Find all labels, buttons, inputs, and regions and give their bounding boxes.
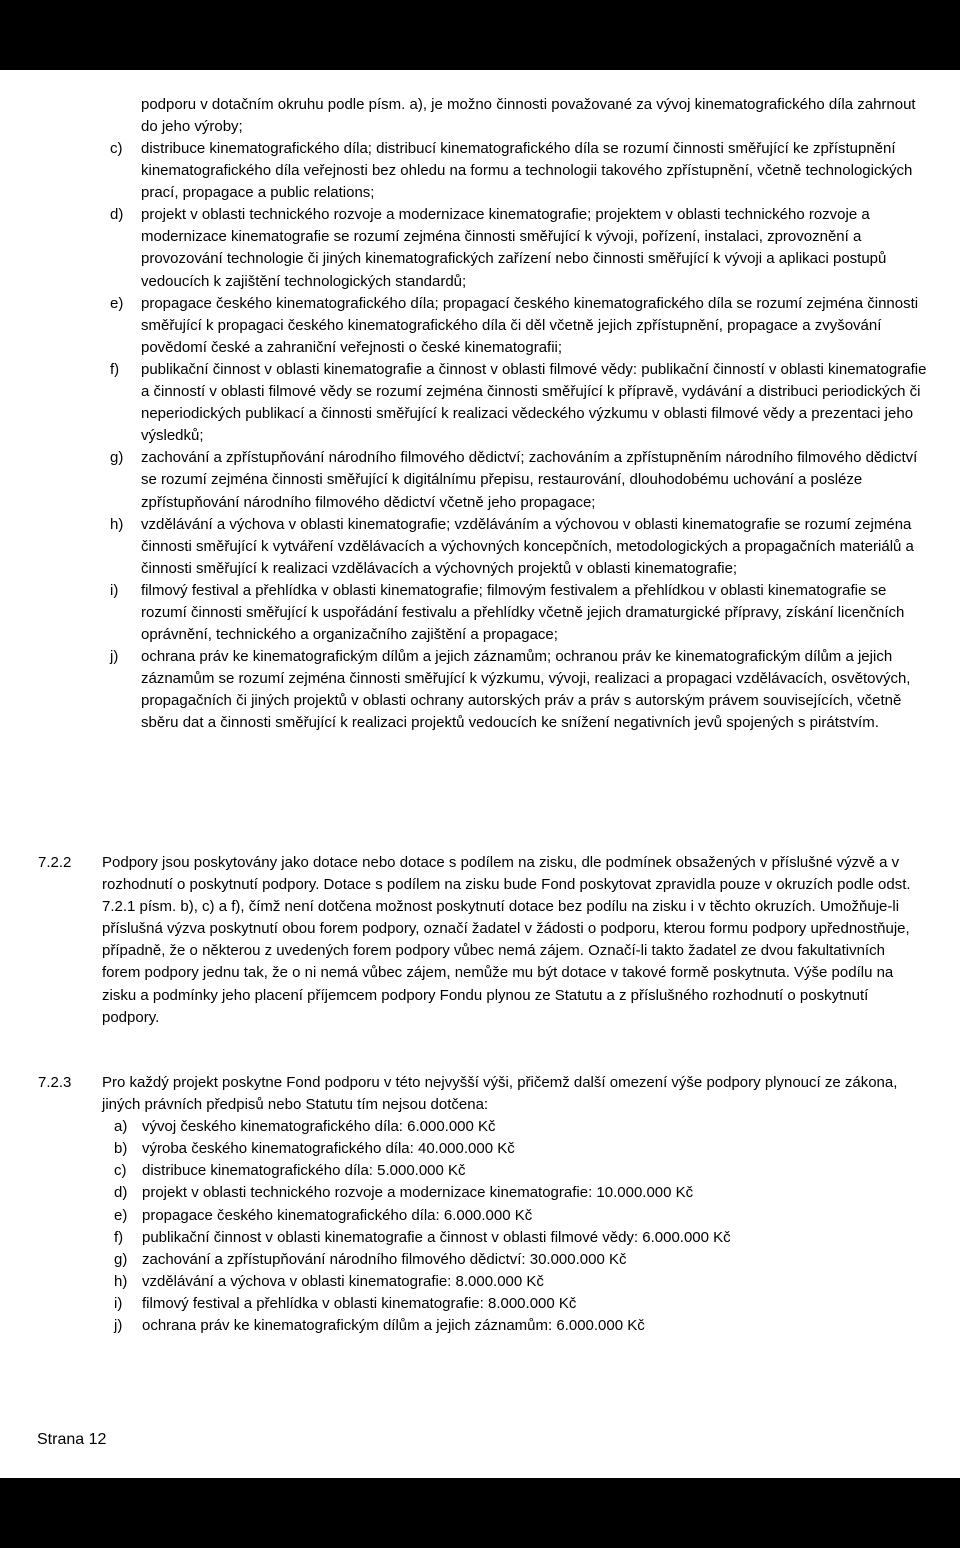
item-text: vývoj českého kinematografického díla: 6.000.000 Kč <box>142 1118 496 1136</box>
list-item <box>110 646 932 734</box>
list-item <box>110 580 932 646</box>
bottom-black-bar <box>0 1478 960 1548</box>
item-label: c) <box>114 1162 127 1180</box>
list-item <box>110 447 932 513</box>
item-label: j) <box>110 648 119 666</box>
item-text: ochrana práv ke kinematografickým dílům a jejich záznamům: 6.000.000 Kč <box>142 1317 645 1335</box>
item-label: c) <box>110 140 123 157</box>
list-item <box>102 1116 892 1138</box>
section-text: Pro každý projekt poskytne Fond podporu v této nejvyšší výši, přičemž další omezení výše podpory plynoucí ze zákona, jiných právních předpisů nebo Statutu tím nejsou dotčena: <box>102 1074 898 1114</box>
item-label: h) <box>110 515 124 533</box>
item-label: d) <box>114 1184 128 1202</box>
list-item <box>102 1227 892 1249</box>
item-text: projekt v oblasti technického rozvoje a modernizace kinematografie; projektem v oblasti technického rozvoje a modernizace kinematografie se rozumí zejména činnosti směřující k vývoji, pořízení, instalaci, zprovoznění a provozování technologie či jiných kinematografických zařízení nebo činnosti směřující k vývoji a aplikaci postupů vedoucích k zajištění technologických standardů; <box>141 206 887 290</box>
section-number: 7.2.3 <box>38 1074 72 1091</box>
item-text: distribuce kinematografického díla: 5.000.000 Kč <box>142 1162 466 1180</box>
list-item <box>102 1315 892 1337</box>
list-item <box>102 1182 892 1204</box>
item-label: a) <box>114 1118 128 1136</box>
list-item <box>110 514 932 580</box>
list-item <box>110 293 932 359</box>
item-label: j) <box>114 1317 123 1335</box>
item-label: i) <box>114 1294 123 1312</box>
item-label: e) <box>110 294 124 312</box>
item-text: propagace českého kinematografického díla: 6.000.000 Kč <box>142 1206 533 1224</box>
item-text: distribuce kinematografického díla; distribucí kinematografického díla se rozumí činnosti směřující ke zpřístupnění kinematografického díla veřejnosti bez ohledu na formu a technologii takového zpřístupnění, včetně technologických prací, propagace a public relations; <box>141 140 913 202</box>
item-text: zachování a zpřístupňování národního filmového dědictví: 30.000.000 Kč <box>142 1250 627 1268</box>
item-text: projekt v oblasti technického rozvoje a modernizace kinematografie: 10.000.000 Kč <box>142 1184 694 1202</box>
list-item <box>102 1249 892 1271</box>
list-item <box>102 1160 892 1182</box>
item-label: e) <box>114 1206 128 1224</box>
item-text: vzdělávání a výchova v oblasti kinematografie; vzděláváním a výchovou v oblasti kinematografie se rozumí zejména činnosti směřující k vytváření vzdělávacích a výchovných koncepčních, metodologických a propagačních materiálů a činnosti směřující k realizaci vzdělávacích a výchovných projektů v oblasti kinematografie; <box>141 515 914 577</box>
item-label: b) <box>114 1140 128 1158</box>
list-item <box>110 359 932 447</box>
list-item <box>110 138 932 204</box>
item-label: f) <box>110 360 120 378</box>
support-limits-list <box>102 1116 892 1337</box>
page-number: Strana 12 <box>37 1431 107 1448</box>
item-label: d) <box>110 206 124 224</box>
item-label: i) <box>110 581 119 599</box>
section-7-2-2 <box>38 852 918 1029</box>
list-item <box>110 204 932 292</box>
continuation-paragraph: podporu v dotačním okruhu podle písm. a), je možno činnosti považované za vývoj kinematografického díla zahrnout do jeho výroby; <box>141 96 916 136</box>
item-label: g) <box>114 1250 128 1268</box>
section-number: 7.2.2 <box>38 854 72 871</box>
item-text: vzdělávání a výchova v oblasti kinematografie: 8.000.000 Kč <box>142 1272 544 1290</box>
item-text: propagace českého kinematografického díla; propagací českého kinematografického díla se rozumí zejména činnosti směřující k propagaci českého kinematografického díla či děl včetně jejich zpřístupnění, propagace a zvyšování povědomí české a zahraniční veřejnosti o české kinematografii; <box>141 294 919 356</box>
item-text: publikační činnost v oblasti kinematografie a činnost v oblasti filmové vědy: publikační činností v oblasti kinematografie a činností v oblasti filmové vědy se rozumí zejména činnosti směřující k přípravě, vydávání a distribuci periodických či neperiodických publikací a činnosti směřující k realizaci vědeckého výzkumu v oblasti filmové vědy a prezentaci jeho výsledků; <box>141 360 927 445</box>
list-item <box>102 1271 892 1293</box>
list-item <box>102 1138 892 1160</box>
item-text: ochrana práv ke kinematografickým dílům a jejich záznamům; ochranou práv ke kinematografickým dílům a jejich záznamům se rozumí zejména činnosti směřující k výzkumu, vývoji, realizaci a propagaci vzdělávacích, osvětových, propagačních či jiných projektů v oblasti ochrany autorských práv a práv s autorským právem souvisejících, včetně sběru dat a činnosti směřující k realizaci projektů vedoucích ke snížení negativních jevů spojených s pirátstvím. <box>141 648 911 732</box>
item-text: filmový festival a přehlídka v oblasti kinematografie: 8.000.000 Kč <box>142 1294 577 1312</box>
section-7-2-3 <box>38 1072 918 1337</box>
support-areas-list <box>110 138 932 735</box>
item-text: publikační činnost v oblasti kinematografie a činnost v oblasti filmové vědy: 6.000.000 Kč <box>142 1228 731 1246</box>
top-black-bar <box>0 0 960 70</box>
item-label: g) <box>110 449 124 467</box>
section-text: Podpory jsou poskytovány jako dotace nebo dotace s podílem na zisku, dle podmínek obsažených v příslušné výzvě a v rozhodnutí o poskytnutí podpory. Dotace s podílem na zisku bude Fond poskytovat zpravidla pouze v okruzích podle odst. 7.2.1 písm. b), c) a f), čímž není dotčena možnost poskytnutí dotace bez podílu na zisku i v těchto okruzích. Umožňuje-li příslušná výzva poskytnutí obou forem podpory, označí žadatel v žádosti o podporu, kterou formu podpory upřednostňuje, případně, že o některou z uvedených forem podpory vůbec nemá zájem. Označí-li takto žadatel ze dvou fakultativních forem podpory jednu tak, že o ni nemá vůbec zájem, nemůže mu být dotace v takové formě poskytnuta. Výše podílu na zisku a podmínky jeho placení příjemcem podpory Fondu plynou ze Statutu a z příslušného rozhodnutí o poskytnutí podpory. <box>102 854 911 1026</box>
item-text: výroba českého kinematografického díla: 40.000.000 Kč <box>142 1140 515 1158</box>
list-item <box>102 1205 892 1227</box>
item-label: h) <box>114 1272 128 1290</box>
list-item <box>102 1293 892 1315</box>
item-label: f) <box>114 1228 124 1246</box>
item-text: filmový festival a přehlídka v oblasti kinematografie; filmovým festivalem a přehlídkou v oblasti kinematografie se rozumí činnosti směřující k uspořádání festivalu a přehlídky včetně jejich dramaturgické přípravy, získání licenčních oprávnění, technického a organizačního zajištění a propagace; <box>141 581 905 644</box>
item-text: zachování a zpřístupňování národního filmového dědictví; zachováním a zpřístupněním národního filmového dědictví se rozumí zejména činnosti směřující k digitálnímu přepisu, restaurování, dlouhodobému uchování a posléze zpřístupňování národního filmového dědictví včetně jeho propagace; <box>141 449 918 511</box>
